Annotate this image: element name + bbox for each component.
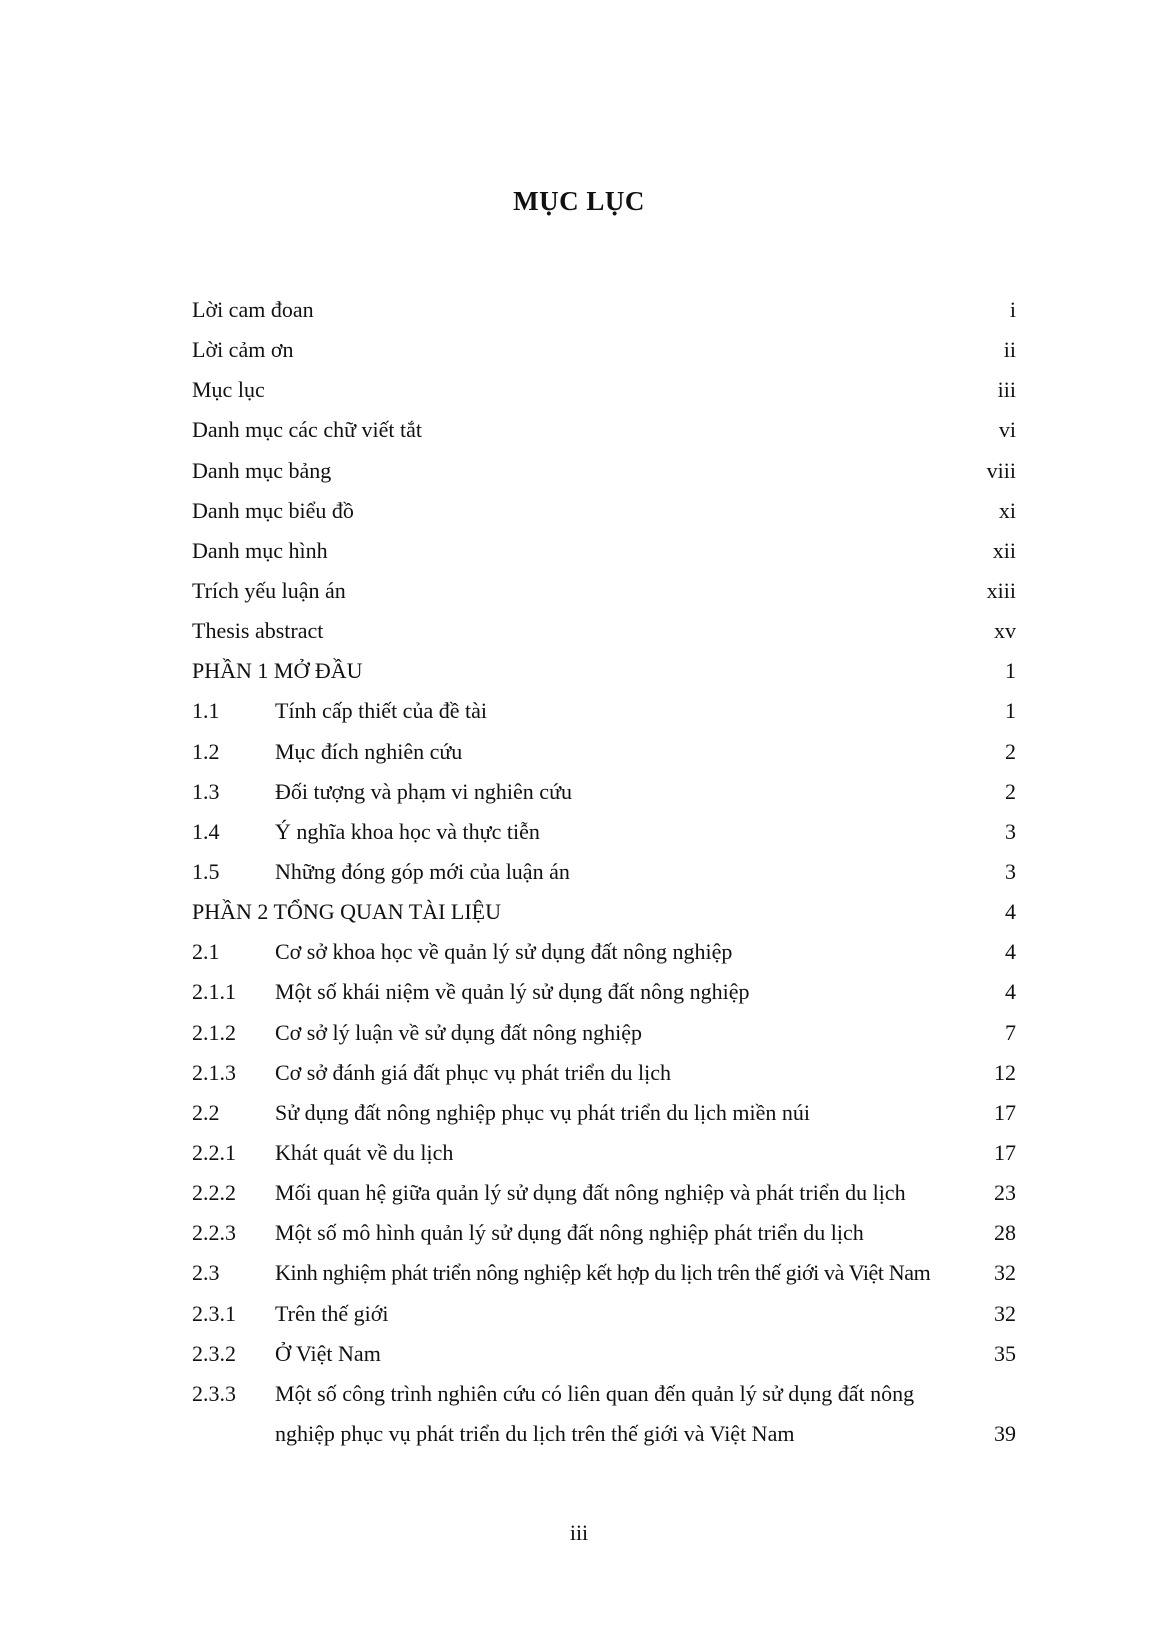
toc-entry-page: 3 <box>1005 818 1016 844</box>
toc-entry-label: Danh mục hình <box>192 537 328 563</box>
toc-part-heading <box>192 651 1016 691</box>
toc-entry-label: Danh mục biểu đồ <box>192 497 354 523</box>
toc-entry-label: Một số khái niệm về quản lý sử dụng đất nông nghiệp <box>275 979 750 1005</box>
table-of-contents <box>192 290 1016 1454</box>
toc-entry-number: 2.1 <box>192 939 220 965</box>
toc-entry-page: 4 <box>1005 899 1016 925</box>
toc-entry-number: 1.5 <box>192 858 220 884</box>
toc-entry <box>192 1053 1016 1093</box>
toc-entry-page: 2 <box>1005 778 1016 804</box>
toc-entry <box>192 732 1016 772</box>
toc-entry-label: Danh mục các chữ viết tắt <box>192 417 422 443</box>
toc-entry <box>192 1253 1016 1293</box>
toc-entry-label: Lời cam đoan <box>192 297 314 322</box>
toc-entry-label: Mục đích nghiên cứu <box>275 738 463 764</box>
toc-entry <box>192 1013 1016 1053</box>
page-number: iii <box>569 1520 589 1545</box>
toc-entry <box>192 1374 1016 1454</box>
toc-entry-number: 2.3.3 <box>192 1380 236 1406</box>
toc-entry-page: 17 <box>994 1099 1016 1125</box>
toc-entry-label: PHẦN 1 MỞ ĐẦU <box>192 658 363 684</box>
toc-entry-page: viii <box>986 457 1016 483</box>
toc-entry-label: Lời cảm ơn <box>192 337 294 363</box>
toc-entry-number: 2.3.1 <box>192 1300 236 1326</box>
toc-entry-number: 1.3 <box>192 778 220 804</box>
toc-entry-label: Danh mục bảng <box>192 457 332 483</box>
toc-entry-page: 35 <box>994 1340 1016 1366</box>
toc-entry <box>192 410 1016 450</box>
page-title: MỤC LỤC <box>513 186 645 216</box>
toc-entry-page: 4 <box>1005 939 1016 965</box>
toc-entry-page: xv <box>994 618 1016 644</box>
toc-entry-number: 2.3.2 <box>192 1340 236 1366</box>
toc-entry <box>192 611 1016 651</box>
toc-entry-number: 2.3 <box>192 1260 220 1286</box>
toc-entry-label: Ý nghĩa khoa học và thực tiễn <box>275 818 540 844</box>
toc-entry-label: Một số công trình nghiên cứu có liên quan đến quản lý sử dụng đất nông nghiệp phục vụ phát triển du lịch trên thế giới và Việt Nam <box>275 1380 915 1446</box>
toc-entry-label: Ở Việt Nam <box>275 1340 381 1366</box>
toc-entry-label: Kinh nghiệm phát triển nông nghiệp kết hợp du lịch trên thế giới và Việt Nam <box>275 1260 931 1286</box>
toc-entry <box>192 1334 1016 1374</box>
toc-entry-page: i <box>1009 297 1016 322</box>
toc-entry-label: Thesis abstract <box>192 618 324 644</box>
toc-entry-label: PHẦN 2 TỔNG QUAN TÀI LIỆU <box>192 899 501 925</box>
toc-entry <box>192 491 1016 531</box>
toc-entry-page: 1 <box>1005 658 1016 684</box>
toc-entry <box>192 852 1016 892</box>
toc-entry-label: Những đóng góp mới của luận án <box>275 858 570 884</box>
toc-entry-page: 3 <box>1005 858 1016 884</box>
toc-entry-label: Đối tượng và phạm vi nghiên cứu <box>275 778 572 804</box>
toc-entry-number: 2.1.3 <box>192 1059 236 1085</box>
toc-entry-page: xi <box>998 497 1016 523</box>
toc-entry-page: 28 <box>994 1220 1016 1246</box>
toc-entry-page: 17 <box>994 1139 1016 1165</box>
toc-entry <box>192 691 1016 731</box>
toc-entry-label: Trên thế giới <box>275 1300 389 1326</box>
toc-entry-page: ii <box>1003 337 1016 363</box>
toc-entry-page: 32 <box>994 1260 1016 1286</box>
toc-entry-number: 1.2 <box>192 738 220 764</box>
toc-entry-label: Sử dụng đất nông nghiệp phục vụ phát triển du lịch miền núi <box>275 1099 810 1125</box>
toc-entry <box>192 531 1016 571</box>
toc-entry-page: 2 <box>1005 738 1016 764</box>
toc-entry-page: xiii <box>986 577 1016 603</box>
toc-entry-page: xii <box>992 537 1016 563</box>
toc-entry <box>192 1294 1016 1334</box>
toc-entry-number: 1.4 <box>192 818 220 844</box>
toc-entry <box>192 290 1016 330</box>
toc-entry-label: Một số mô hình quản lý sử dụng đất nông nghiệp phát triển du lịch <box>275 1220 864 1246</box>
toc-part-heading <box>192 892 1016 932</box>
toc-entry-number: 2.1.2 <box>192 1019 236 1045</box>
toc-entry-page: iii <box>997 377 1016 403</box>
toc-entry-number: 2.2.3 <box>192 1220 236 1246</box>
toc-entry <box>192 932 1016 972</box>
toc-entry-page: 39 <box>994 1420 1016 1446</box>
toc-entry-number: 2.1.1 <box>192 979 236 1005</box>
toc-entry <box>192 1173 1016 1213</box>
toc-entry-page: 12 <box>994 1059 1016 1085</box>
toc-entry <box>192 1093 1016 1133</box>
toc-entry-page: 4 <box>1005 979 1016 1005</box>
toc-entry-page: 23 <box>994 1180 1016 1206</box>
toc-entry-number: 1.1 <box>192 698 220 724</box>
toc-entry-label: Khát quát về du lịch <box>275 1139 454 1165</box>
toc-entry-label: Cơ sở khoa học về quản lý sử dụng đất nông nghiệp <box>275 939 733 965</box>
toc-entry-label: Cơ sở lý luận về sử dụng đất nông nghiệp <box>275 1019 642 1045</box>
toc-entry <box>192 1213 1016 1253</box>
toc-entry-page: 32 <box>994 1300 1016 1326</box>
toc-entry-number: 2.2.2 <box>192 1180 236 1206</box>
toc-entry <box>192 571 1016 611</box>
toc-entry-page: vi <box>998 417 1016 443</box>
toc-entry-label: Tính cấp thiết của đề tài <box>275 698 487 724</box>
toc-entry-number: 2.2 <box>192 1099 220 1125</box>
toc-entry-label: Mối quan hệ giữa quản lý sử dụng đất nông nghiệp và phát triển du lịch <box>275 1180 906 1206</box>
toc-entry <box>192 972 1016 1012</box>
toc-entry <box>192 451 1016 491</box>
toc-entry-page: 1 <box>1005 698 1016 724</box>
toc-entry <box>192 812 1016 852</box>
toc-entry-label: Cơ sở đánh giá đất phục vụ phát triển du lịch <box>275 1059 671 1085</box>
toc-entry <box>192 330 1016 370</box>
toc-entry-label: Trích yếu luận án <box>192 577 346 603</box>
toc-entry-label: Mục lục <box>192 377 265 403</box>
toc-entry-page: 7 <box>1005 1019 1016 1045</box>
toc-entry <box>192 370 1016 410</box>
toc-entry-number: 2.2.1 <box>192 1139 236 1165</box>
toc-entry <box>192 1133 1016 1173</box>
toc-entry <box>192 772 1016 812</box>
